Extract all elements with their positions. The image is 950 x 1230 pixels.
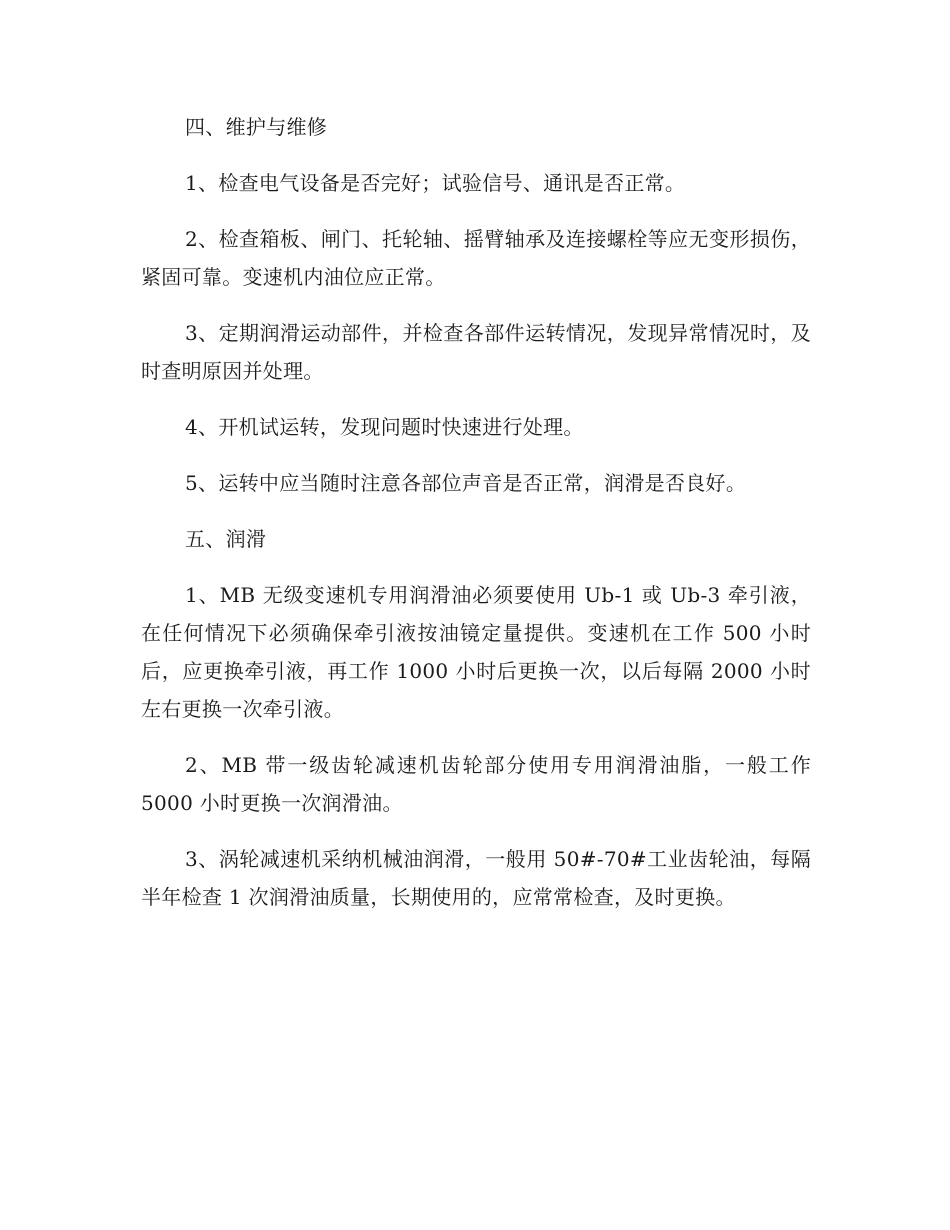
paragraph-lube-2: 2、MB 带一级齿轮减速机齿轮部分使用专用润滑油脂，一般工作 5000 小时更换一次润滑油。 — [141, 753, 811, 815]
document-body — [141, 108, 811, 934]
paragraph-lube-3: 3、涡轮减速机采纳机械油润滑，一般用 50#-70#工业齿轮油，每隔半年检查 1 次润滑油质量，长期使用的，应常常检查，及时更换。 — [141, 847, 811, 909]
paragraph-item-5: 5、运转中应当随时注意各部位声音是否正常，润滑是否良好。 — [185, 471, 747, 495]
paragraph-item-2: 2、检查箱板、闸门、托轮轴、摇臂轴承及连接螺栓等应无变形损伤，紧固可靠。变速机内油位应正常。 — [141, 227, 811, 289]
paragraph-item-4: 4、开机试运转，发现问题时快速进行处理。 — [185, 415, 584, 439]
section-heading-maintenance: 四、维护与维修 — [185, 115, 328, 139]
paragraph-lube-1: 1、MB 无级变速机专用润滑油必须要使用 Ub-1 或 Ub-3 牵引液，在任何情况下必须确保牵引液按油镜定量提供。变速机在工作 500 小时后，应更换牵引液，再工作 1000 小时后更换一次，以后每隔 2000 小时左右更换一次牵引液。 — [141, 583, 811, 721]
paragraph-item-1: 1、检查电气设备是否完好；试验信号、通讯是否正常。 — [185, 171, 686, 195]
paragraph-item-3: 3、定期润滑运动部件，并检查各部件运转情况，发现异常情况时，及时查明原因并处理。 — [141, 321, 811, 383]
section-heading-lubrication: 五、润滑 — [185, 527, 267, 551]
